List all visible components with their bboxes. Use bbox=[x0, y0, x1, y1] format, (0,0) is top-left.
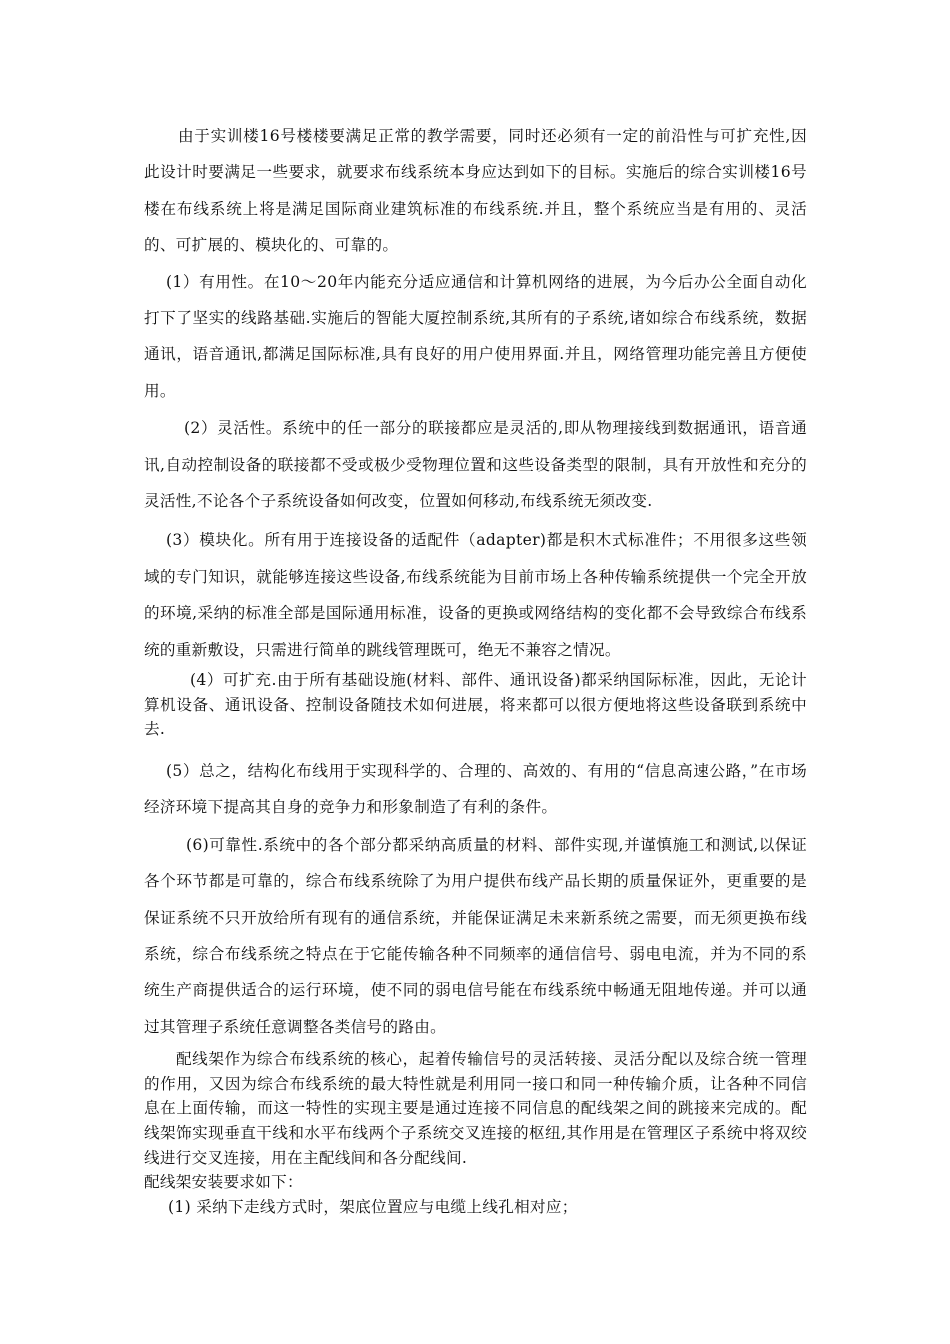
paragraph-intro: 由于实训楼16号楼楼要满足正常的教学需要，同时还必须有一定的前沿性与可扩充性,因此设计时要满足一些要求，就要求布线系统本身应达到如下的目标。实施后的综合实训楼16号楼在布线系统上将是满足国际商业建筑标准的布线系统.并且，整个系统应当是有用的、灵活的、可扩展的、模块化的、可靠的。 bbox=[144, 127, 807, 255]
paragraph-expandability: (4）可扩充.由于所有基础设施(材料、部件、通讯设备)都采纳国际标准，因此，无论计算机设备、通讯设备、控制设备随技术如何进展，将来都可以很方便地将这些设备联到系统中去. bbox=[144, 671, 807, 739]
paragraph-install-heading: 配线架安装要求如下： bbox=[144, 1173, 303, 1192]
paragraph-patch-panel: 配线架作为综合布线系统的核心，起着传输信号的灵活转接、灵活分配以及综合统一管理的作用，又因为综合布线系统的最大特性就是利用同一接口和同一种传输介质，让各种不同信息在上面传输，而这一特性的实现主要是通过连接不同信息的配线架之间的跳接来完成的。配线架饰实现垂直干线和水平布线两个子系统交叉连接的枢纽,其作用是在管理区子系统中将双绞线进行交叉连接，用在主配线间和各分配线间. bbox=[144, 1050, 807, 1167]
paragraph-summary: (5）总之，结构化布线用于实现科学的、合理的、高效的、有用的“信息高速公路，”在市场经济环境下提高其自身的竞争力和形象制造了有利的条件。 bbox=[144, 761, 807, 817]
paragraph-modularity: (3）模块化。所有用于连接设备的适配件（adapter)都是积木式标准件；不用很多这些领域的专门知识，就能够连接这些设备,布线系统能为目前市场上各种传输系统提供一个完全开放的环境,采纳的标准全部是国际通用标准，设备的更换或网络结构的变化都不会导致综合布线系统的重新敷设，只需进行简单的跳线管理既可，绝无不兼容之情况。 bbox=[144, 531, 807, 659]
paragraph-reliability: (6)可靠性.系统中的各个部分都采纳高质量的材料、部件实现,并谨慎施工和测试,以保证各个环节都是可靠的，综合布线系统除了为用户提供布线产品长期的质量保证外，更重要的是保证系统不只开放给所有现有的通信系统，并能保证满足未来新系统之需要，而无须更换布线系统，综合布线系统之特点在于它能传输各种不同频率的通信信号、弱电电流，并为不同的系统生产商提供适合的运行环境，使不同的弱电信号能在布线系统中畅通无阻地传递。并可以通过其管理子系统任意调整各类信号的路由。 bbox=[144, 835, 807, 1036]
paragraph-flexibility: (2）灵活性。系统中的任一部分的联接都应是灵活的,即从物理接线到数据通讯，语音通讯,自动控制设备的联接都不受或极少受物理位置和这些设备类型的限制，具有开放性和充分的灵活性,不论各个子系统设备如何改变，位置如何移动,布线系统无须改变. bbox=[144, 419, 807, 511]
document-body bbox=[144, 118, 807, 1219]
paragraph-install-item-1: (1) 采纳下走线方式时，架底位置应与电缆上线孔相对应； bbox=[168, 1197, 578, 1216]
paragraph-usefulness: (1）有用性。在10～20年内能充分适应通信和计算机网络的进展，为今后办公全面自动化打下了坚实的线路基础.实施后的智能大厦控制系统,其所有的子系统,诸如综合布线系统，数据通讯，语音通讯,都满足国际标准,具有良好的用户使用界面.并且，网络管理功能完善且方便使用。 bbox=[144, 272, 807, 400]
